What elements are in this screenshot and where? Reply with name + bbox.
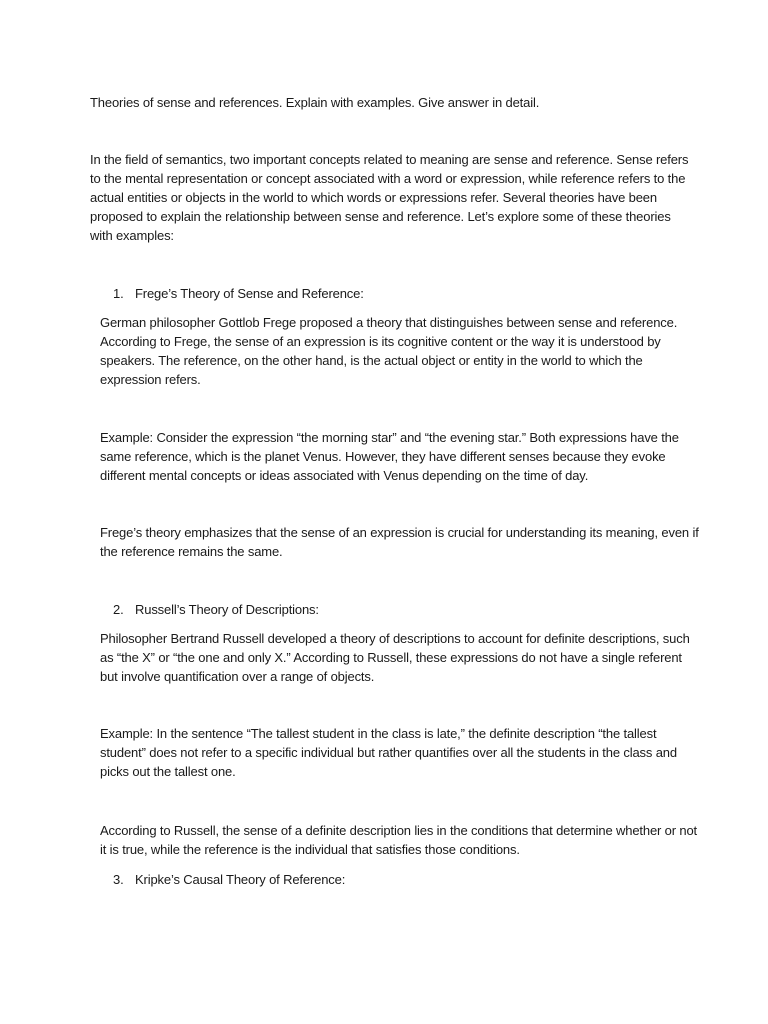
frege-paragraph-definition: German philosopher Gottlob Frege proposed a theory that distinguishes between sense and reference. According to Frege, the sense of an expression is its cognitive content or the way it is understood by speakers. The reference, on the other hand, is the actual object or entity in the world to which the expression refers. — [100, 315, 678, 387]
frege-paragraph-summary: Frege’s theory emphasizes that the sense of an expression is crucial for understanding its meaning, even if the reference remains the same. — [100, 525, 699, 559]
section-heading-frege — [113, 284, 364, 303]
russell-paragraph-summary: According to Russell, the sense of a definite description lies in the conditions that determine whether or not it is true, while the reference is the individual that satisfies those conditions. — [100, 823, 698, 857]
section-title: Russell’s Theory of Descriptions: — [135, 602, 319, 617]
section-number: 1. — [113, 286, 124, 301]
section-number: 3. — [113, 872, 124, 887]
section-title: Kripke’s Causal Theory of Reference: — [135, 872, 346, 887]
section-number: 2. — [113, 602, 124, 617]
section-heading-russell — [113, 600, 319, 619]
intro-paragraph: In the field of semantics, two important concepts related to meaning are sense and reference. Sense refers to the mental representation or concept associated with a word or expression, while reference refers to the actual entities or objects in the world to which words or expressions refer. Several theories have been proposed to explain the relationship between sense and reference. Let’s explore some of these theories with examples: — [90, 152, 689, 243]
section-title: Frege’s Theory of Sense and Reference: — [135, 286, 364, 301]
frege-paragraph-example: Example: Consider the expression “the morning star” and “the evening star.” Both expressions have the same reference, which is the planet Venus. However, they have different senses because they evoke different mental concepts or ideas associated with Venus depending on the time of day. — [100, 430, 679, 483]
section-heading-kripke — [113, 870, 345, 889]
russell-paragraph-definition: Philosopher Bertrand Russell developed a theory of descriptions to account for definite descriptions, such as “the X” or “the one and only X.” According to Russell, these expressions do not have a single referent but involve quantification over a range of objects. — [100, 631, 690, 684]
question-line: Theories of sense and references. Explain with examples. Give answer in detail. — [90, 95, 540, 110]
russell-paragraph-example: Example: In the sentence “The tallest student in the class is late,” the definite description “the tallest student” does not refer to a specific individual but rather quantifies over all the students in the class and picks out the tallest one. — [100, 726, 677, 779]
